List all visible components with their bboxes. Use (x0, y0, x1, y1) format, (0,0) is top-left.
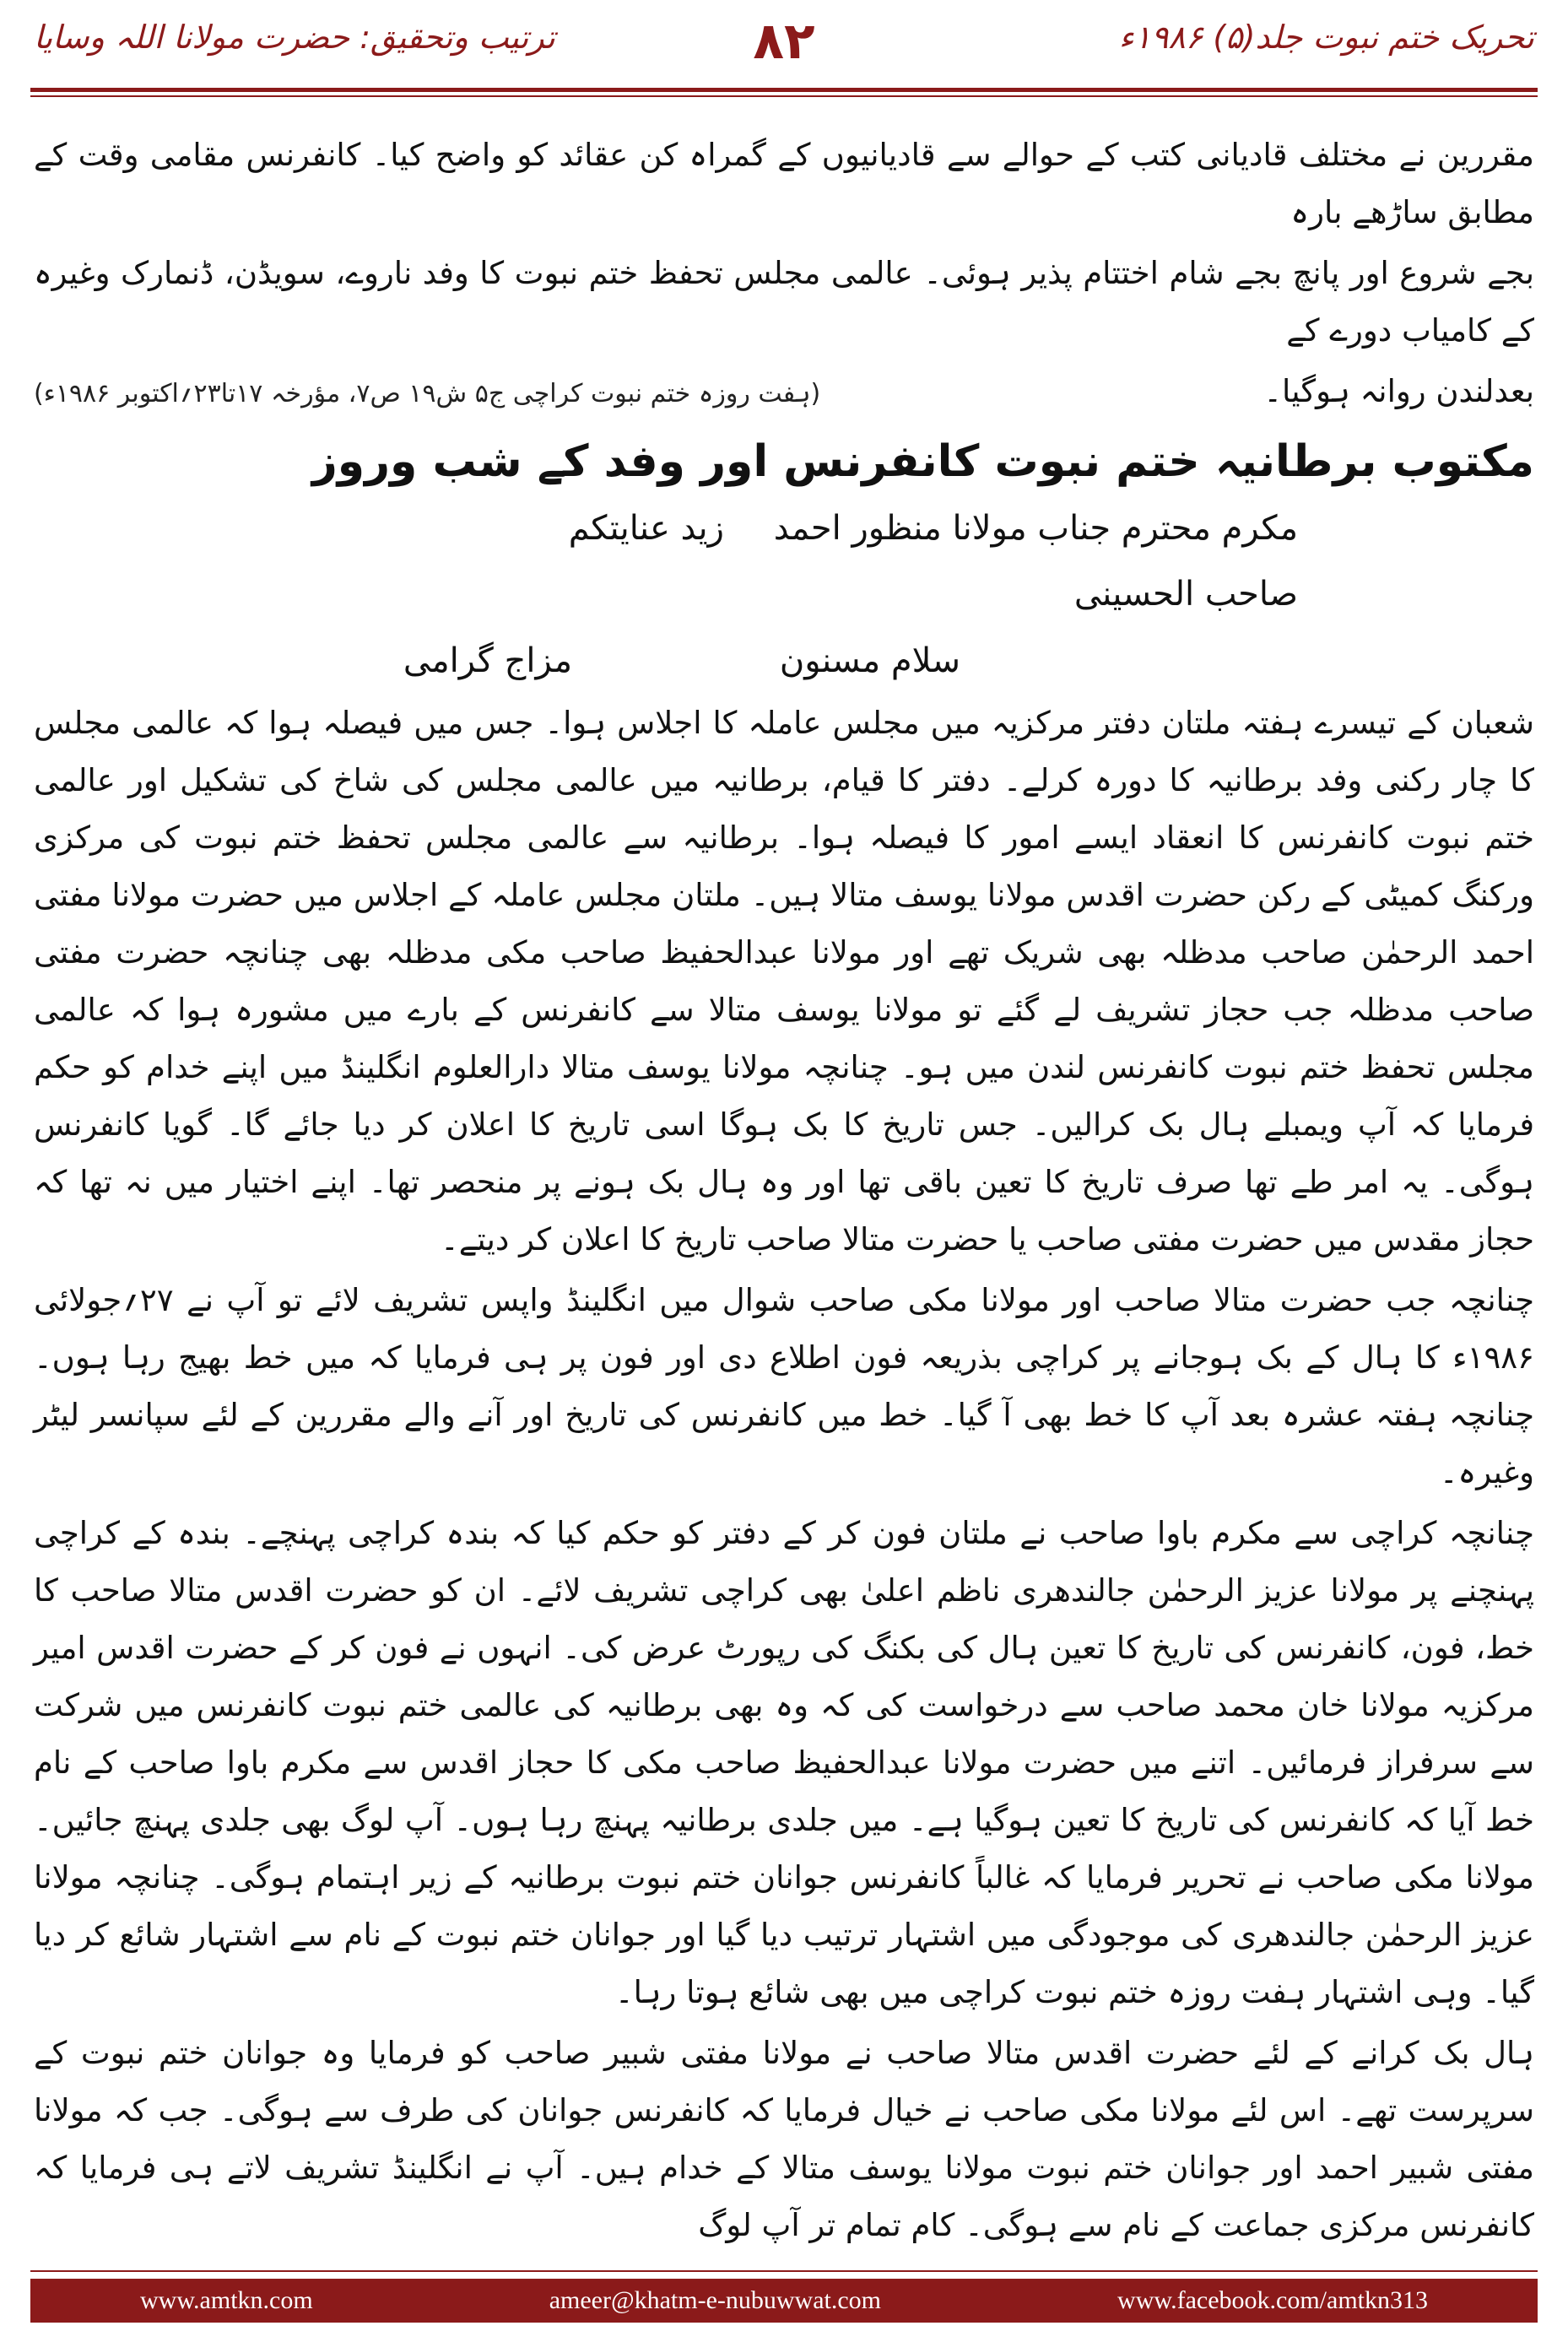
intro-line-1: مقررین نے مختلف قادیانی کتب کے حوالے سے قادیانیوں کے گمراہ کن عقائد کو واضح کیا۔ کانفرنس مقامی وقت کے مطابق ساڑھے بارہ (34, 137, 1534, 230)
page-number: ۸۲ (753, 12, 815, 71)
header-rule-thick (30, 88, 1538, 92)
paragraph: ہال بک کرانے کے لئے حضرت اقدس متالا صاحب نے مولانا مفتی شبیر صاحب کو فرمایا وہ جوانان ختم نبوت کے سرپرست تھے۔ اس لئے مولانا مکی صاحب نے خیال فرمایا کہ کانفرنس جوانان کی طرف سے ہوگی۔ جب کہ مولانا مفتی شبیر احمد اور جوانان ختم نبوت مولانا یوسف متالا کے خدام ہیں۔ آپ نے انگلینڈ تشریف لاتے ہی فرمایا کہ کانفرنس مرکزی جماعت کے نام سے ہوگی۔ کام تمام تر آپ لوگ (34, 2035, 1534, 2243)
email-link[interactable]: ameer@khatm-e-nubuwwat.com (549, 2286, 882, 2314)
address-row (34, 495, 1534, 627)
addressee: مکرم محترم جناب مولانا منظور احمد صاحب الحسینی (773, 509, 1298, 614)
greeting-row (34, 627, 1534, 695)
paragraph: چنانچہ جب حضرت متالا صاحب اور مولانا مکی صاحب شوال میں انگلینڈ واپس تشریف لائے تو آپ نے ۲۷؍جولائی ۱۹۸۶ء کا ہال کے بک ہوجانے پر کراچی بذریعہ فون اطلاع دی اور فون پر ہی فرمایا کہ میں خط بھیج رہا ہوں۔ چنانچہ ہفتہ عشرہ بعد آپ کا خط بھی آ گیا۔ خط میں کانفرنس کی تاریخ اور آنے والے مقررین کے لئے سپانسر لیٹر وغیرہ۔ (34, 1282, 1534, 1490)
footer-rule-thin (30, 2270, 1538, 2272)
footer-bar (30, 2279, 1538, 2323)
website-link[interactable]: www.amtkn.com (140, 2286, 313, 2314)
paragraph: شعبان کے تیسرے ہفتہ ملتان دفتر مرکزیہ میں مجلس عاملہ کا اجلاس ہوا۔ جس میں فیصلہ ہوا کہ عالمی مجلس کا چار رکنی وفد برطانیہ کا دورہ کرلے۔ دفتر کا قیام، برطانیہ میں عالمی مجلس کی شاخ کی تشکیل اور عالمی ختم نبوت کانفرنس کا انعقاد ایسے امور کا فیصلہ ہوا۔ برطانیہ سے عالمی مجلس تحفظ ختم نبوت کی مرکزی ورکنگ کمیٹی کے رکن حضرت اقدس مولانا یوسف متالا ہیں۔ ملتان مجلس عاملہ کے اجلاس میں حضرت مولانا مفتی احمد الرحمٰن صاحب مدظلہ بھی شریک تھے اور مولانا عبدالحفیظ صاحب مکی مدظلہ بھی چنانچہ حضرت مفتی صاحب مدظلہ جب حجاز تشریف لے گئے تو مولانا یوسف متالا سے کانفرنس کے بارے میں مشورہ ہوا کہ عالمی مجلس تحفظ ختم نبوت کانفرنس لندن میں ہو۔ چنانچہ مولانا یوسف متالا دارالعلوم انگلینڈ میں اپنے خدام کو حکم فرمایا کہ آپ ویمبلے ہال بک کرالیں۔ جس تاریخ کا بک ہوگا اسی تاریخ کا اعلان کر دیا جائے گا۔ گویا کانفرنس ہوگی۔ یہ امر طے تھا صرف تاریخ کا تعین باقی تھا اور وہ ہال بک ہونے پر منحصر تھا۔ اپنے اختیار میں نہ تھا کہ حجاز مقدس میں حضرت مفتی صاحب یا حضرت متالا صاحب تاریخ کا اعلان کر دیتے۔ (34, 705, 1534, 1258)
blessing: زید عنایتکم (568, 509, 724, 548)
intro-line-2: بجے شروع اور پانچ بجے شام اختتام پذیر ہوئی۔ عالمی مجلس تحفظ ختم نبوت کا وفد ناروے، سویڈن، ڈنمارک وغیرہ کے کامیاب دورے کے (34, 255, 1534, 349)
facebook-link[interactable]: www.facebook.com/amtkn313 (1117, 2286, 1428, 2314)
compiler-credit: ترتیب وتحقیق: حضرت مولانا اللہ وسایا (34, 19, 555, 56)
book-title: تحریک ختم نبوت جلد(۵) ۱۹۸۶ء (1118, 19, 1534, 56)
page-content (34, 127, 1534, 2258)
paragraph: چنانچہ کراچی سے مکرم باوا صاحب نے ملتان فون کر کے دفتر کو حکم کیا کہ بندہ کراچی پہنچے۔ بندہ کے کراچی پہنچنے پر مولانا عزیز الرحمٰن جالندھری ناظم اعلیٰ بھی کراچی تشریف لائے۔ ان کو حضرت اقدس متالا صاحب کا خط، فون، کانفرنس کی تاریخ کا تعین ہال کی بکنگ کی رپورٹ عرض کی۔ انہوں نے فون کر کے حضرت اقدس امیر مرکزیہ مولانا خان محمد صاحب سے درخواست کی کہ وہ بھی برطانیہ کی عالمی ختم نبوت کانفرنس میں شرکت سے سرفراز فرمائیں۔ اتنے میں حضرت مولانا عبدالحفیظ صاحب مکی کا حجاز اقدس سے مکرم باوا صاحب کے نام خط آیا کہ کانفرنس کی تاریخ کا تعین ہوگیا ہے۔ میں جلدی برطانیہ پہنچ رہا ہوں۔ آپ لوگ بھی جلدی پہنچ جائیں۔ مولانا مکی صاحب نے تحریر فرمایا کہ غالباً کانفرنس جوانان ختم نبوت برطانیہ کے زیر اہتمام ہوگی۔ چنانچہ مولانا عزیز الرحمٰن جالندھری کی موجودگی میں اشتہار ترتیب دیا گیا اور جوانان ختم نبوت کے نام سے اشتہار شائع کر دیا گیا۔ وہی اشتہار ہفت روزہ ختم نبوت کراچی میں بھی شائع ہوتا رہا۔ (34, 1515, 1534, 2010)
intro-line-3-row (34, 363, 1534, 423)
salam: سلام مسنون (779, 641, 960, 680)
letter-heading: مکتوب برطانیہ ختم نبوت کانفرنس اور وفد کے شب وروز (311, 436, 1534, 487)
source-citation: (ہفت روزہ ختم نبوت کراچی ج۵ ش۱۹ ص۷، مؤرخہ ۱۷تا۲۳؍اکتوبر ۱۹۸۶ء) (34, 379, 821, 408)
intro-line-3: بعدلندن روانہ ہوگیا۔ (1263, 373, 1534, 409)
mizaj: مزاج گرامی (403, 641, 572, 680)
page-header (0, 0, 1568, 101)
header-rule-thin (30, 95, 1538, 97)
